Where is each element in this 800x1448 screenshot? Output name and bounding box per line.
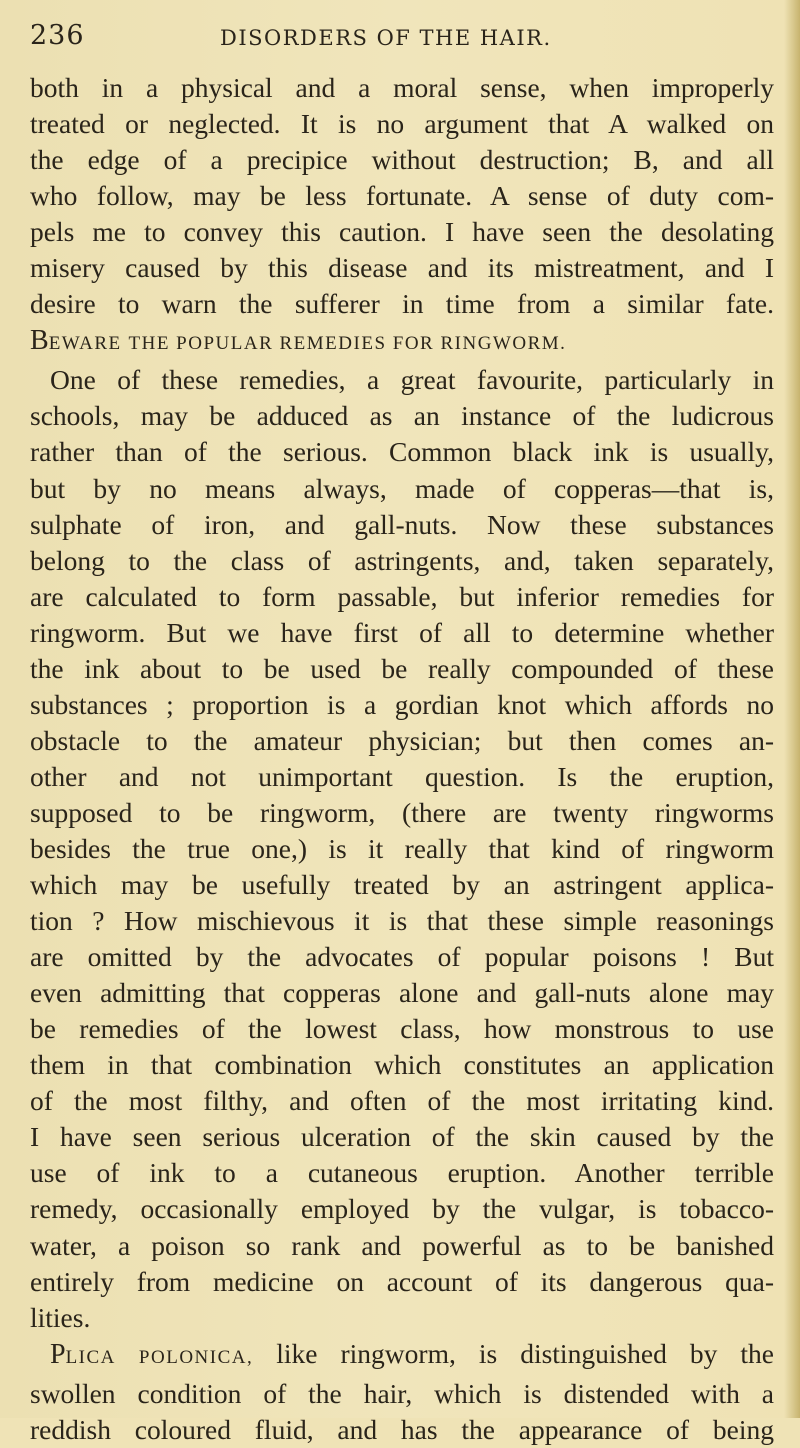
section-heading: [30, 322, 774, 362]
page-header: [30, 20, 770, 60]
text-line: rather than of the serious. Common black ink is usually,: [30, 436, 774, 468]
text-line: I have seen serious ulceration of the skin caused by the: [30, 1121, 774, 1153]
text-line: of the most filthy, and often of the most irritating kind.: [30, 1085, 774, 1117]
text-line: be remedies of the lowest class, how monstrous to use: [30, 1013, 774, 1045]
text-line: even admitting that copperas alone and gall-nuts alone may: [30, 977, 774, 1009]
paragraph-1: [30, 70, 774, 322]
text-line: ringworm. But we have first of all to determine whether: [30, 616, 774, 648]
paragraph-2: [30, 362, 774, 1335]
text-line: the edge of a precipice without destruction; B, and all: [30, 144, 774, 176]
text-line: sulphate of iron, and gall-nuts. Now these substances: [30, 508, 774, 540]
page-edge: [784, 0, 800, 1418]
text-line: the ink about to be used be really compounded of these: [30, 652, 774, 684]
heading-initial: B: [30, 325, 49, 357]
first-line-rest: like ringworm, is distinguished by the: [276, 1337, 774, 1369]
text-line: schools, may be adduced as an instance of the ludicrous: [30, 400, 774, 432]
text-line: desire to warn the sufferer in time from a similar fate.: [30, 288, 774, 320]
page-number: 236: [30, 20, 85, 51]
text-line: remedy, occasionally employed by the vulgar, is tobacco-: [30, 1193, 774, 1225]
text-line: entirely from medicine on account of its dangerous qua-: [30, 1265, 774, 1297]
text-line: are calculated to form passable, but inferior remedies for: [30, 580, 774, 612]
text-line: them in that combination which constitutes an application: [30, 1049, 774, 1081]
text-line: water, a poison so rank and powerful as to be banished: [30, 1229, 774, 1261]
heading-rest-upper: EWARE: [48, 333, 122, 355]
text-line: pels me to convey this caution. I have seen the desolating: [30, 216, 774, 248]
text-line: misery caused by this disease and its mistreatment, and I: [30, 252, 774, 284]
text-line: are omitted by the advocates of popular poisons ! But: [30, 941, 774, 973]
text-line: which may be usefully treated by an astringent applica-: [30, 869, 774, 901]
paragraph-3: [30, 1336, 774, 1448]
text-line: obstacle to the amateur physician; but then comes an-: [30, 724, 774, 756]
paragraph-3-first-line: [30, 1336, 774, 1376]
text-line: but by no means always, made of copperas—that is,: [30, 472, 774, 504]
term-initial: P: [50, 1338, 66, 1370]
term-rest: LICA: [65, 1346, 116, 1368]
text-line: One of these remedies, a great favourite, particularly in: [50, 364, 774, 396]
text-line: swollen condition of the hair, which is distended with a: [30, 1377, 774, 1409]
text-line: tion ? How mischievous it is that these simple reasonings: [30, 905, 774, 937]
running-head: DISORDERS OF THE HAIR.: [220, 26, 552, 50]
text-line: supposed to be ringworm, (there are twenty ringworms: [30, 796, 774, 828]
text-line: lities.: [30, 1301, 91, 1333]
text-line: belong to the class of astringents, and, taken separately,: [30, 544, 774, 576]
text-line: treated or neglected. It is no argument that A walked on: [30, 108, 774, 140]
text-line: besides the true one,) is it really that kind of ringworm: [30, 832, 774, 864]
text-line: other and not unimportant question. Is the eruption,: [30, 760, 774, 792]
text-line: who follow, may be less fortunate. A sense of duty com-: [30, 180, 774, 212]
heading-small-caps: THE POPULAR REMEDIES FOR RINGWORM.: [128, 333, 567, 355]
text-line: both in a physical and a moral sense, when improperly: [30, 72, 774, 103]
text-line: substances ; proportion is a gordian knot which affords no: [30, 688, 774, 720]
text-line: reddish coloured fluid, and has the appearance of being: [30, 1413, 774, 1445]
body-text: [30, 70, 774, 1448]
term-second-word: POLONICA,: [138, 1346, 254, 1368]
text-line: use of ink to a cutaneous eruption. Another terrible: [30, 1157, 774, 1189]
